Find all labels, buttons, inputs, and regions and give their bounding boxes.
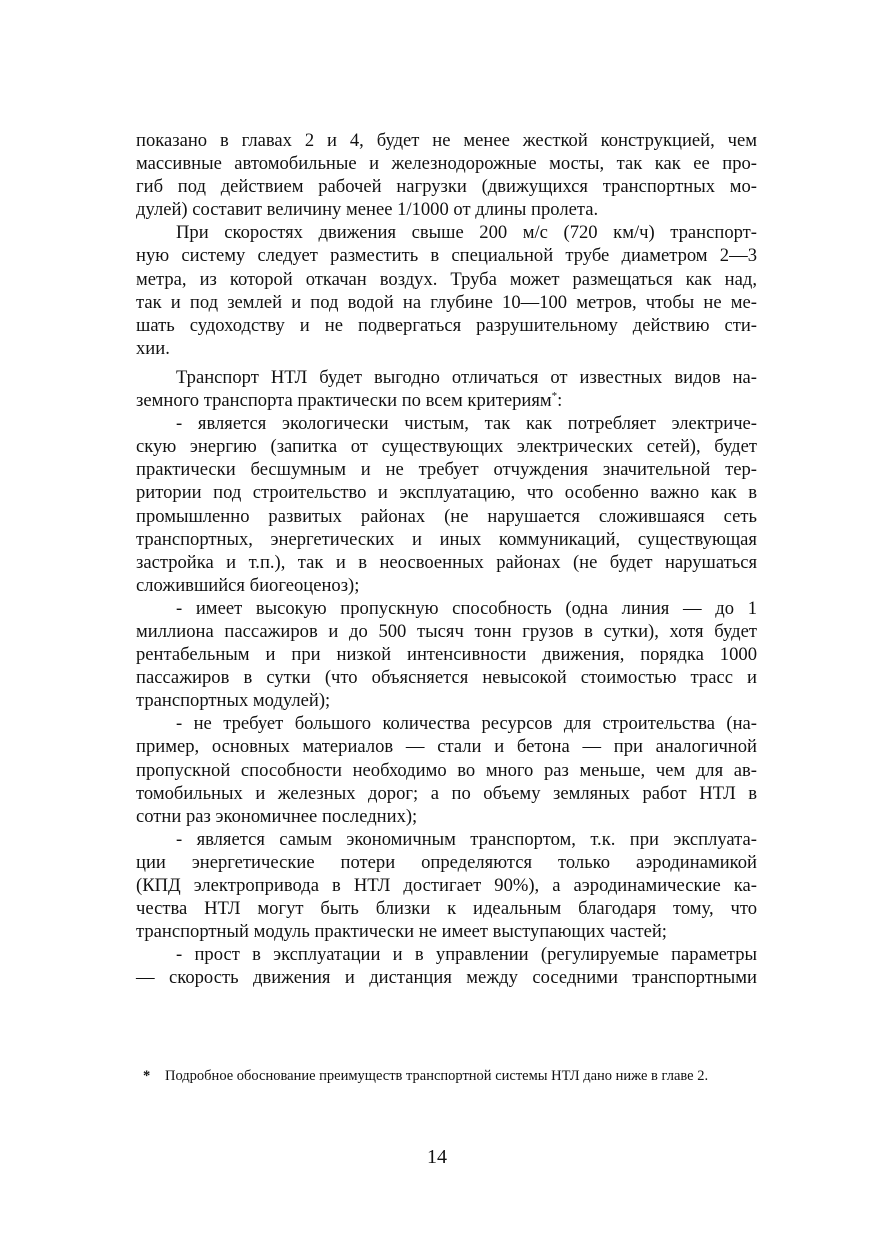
text-line: При скоростях движения свыше 200 м/с (720 км/ч) транспорт- [176, 222, 757, 244]
text-line: ритории под строительство и эксплуатацию, что особенно важно как в [136, 482, 757, 504]
text-line: рентабельным и при низкой интенсивности движения, порядка 1000 [136, 644, 757, 666]
text-line: транспортных, энергетических и иных коммуникаций, существующая [136, 528, 757, 550]
text-line: - имеет высокую пропускную способность (одна линия — до 1 [176, 597, 757, 619]
text-line: - является самым экономичным транспортом, т.к. при эксплуата- [176, 828, 757, 850]
text-line: чества НТЛ могут быть близки к идеальным благодаря тому, что [136, 898, 757, 920]
paragraph [136, 712, 757, 827]
main-text [136, 129, 757, 989]
text-line: транспортный модуль практически не имеет выступающих частей; [136, 921, 667, 943]
footnote [143, 1068, 763, 1085]
text-line: - не требует большого количества ресурсов для строительства (на- [176, 713, 757, 735]
text-line: - является экологически чистым, так как потребляет электриче- [176, 413, 757, 435]
paragraph [136, 412, 757, 597]
paragraph [136, 597, 757, 712]
page-number: 14 [427, 1146, 447, 1168]
text-line: массивные автомобильные и железнодорожные мосты, так как ее про- [136, 153, 757, 175]
text-line: застройка и т.п.), так и в неосвоенных районах (не будет нарушаться [136, 551, 757, 573]
text-line: земного транспорта практически по всем критериям*: [136, 389, 563, 412]
text-line: метра, из которой откачан воздух. Труба может размещаться как над, [136, 268, 757, 290]
text-line: хии. [136, 337, 170, 359]
text-line: показано в главах 2 и 4, будет не менее жесткой конструкцией, чем [136, 130, 757, 151]
text-line: - прост в эксплуатации и в управлении (регулируемые параметры [176, 944, 757, 966]
text-line: сложившийся биогеоценоз); [136, 574, 360, 596]
text-line: так и под землей и под водой на глубине 10—100 метров, чтобы не ме- [136, 291, 757, 313]
text-line: томобильных и железных дорог; а по объему земляных работ НТЛ в [136, 782, 757, 804]
text-line: шать судоходству и не подвергаться разрушительному действию сти- [136, 314, 757, 336]
text-line: промышленно развитых районах (не нарушается сложившаяся сеть [136, 505, 757, 527]
footnote-reference: * [551, 389, 558, 402]
paragraph [136, 221, 757, 360]
footnote-mark: * [143, 1068, 151, 1084]
text-line: дулей) составит величину менее 1/1000 от длины пролета. [136, 199, 599, 221]
text-line: Транспорт НТЛ будет выгодно отличаться от известных видов на- [176, 366, 757, 388]
paragraph [136, 828, 757, 943]
text-line: ную систему следует разместить в специальной трубе диаметром 2—3 [136, 245, 757, 267]
text-line: пропускной способности необходимо во много раз меньше, чем для ав- [136, 759, 757, 781]
text-line: миллиона пассажиров и до 500 тысяч тонн грузов в сутки), хотя будет [136, 620, 757, 642]
text-line: пассажиров в сутки (что объясняется невысокой стоимостью трасс и [136, 667, 757, 689]
text-line: транспортных модулей); [136, 690, 331, 712]
text-line: ции энергетические потери определяются только аэродинамикой [136, 851, 757, 873]
text-line: гиб под действием рабочей нагрузки (движущихся транспортных мо- [136, 176, 757, 198]
paragraph [136, 129, 757, 221]
text-line: пример, основных материалов — стали и бетона — при аналогичной [136, 736, 757, 758]
text-line: (КПД электропривода в НТЛ достигает 90%), а аэродинамические ка- [136, 875, 757, 896]
text-line: практически бесшумным и не требует отчуждения значительной тер- [136, 459, 757, 481]
text-line: скую энергию (запитка от существующих электрических сетей), будет [136, 436, 757, 458]
text-line: — скорость движения и дистанция между соседними транспортными [136, 967, 757, 989]
footnote-text: Подробное обоснование преимуществ транспортной системы НТЛ дано ниже в главе 2. [165, 1068, 709, 1084]
paragraph [136, 366, 757, 412]
paragraph [136, 943, 757, 989]
text-line: сотни раз экономичнее последних); [136, 805, 418, 827]
